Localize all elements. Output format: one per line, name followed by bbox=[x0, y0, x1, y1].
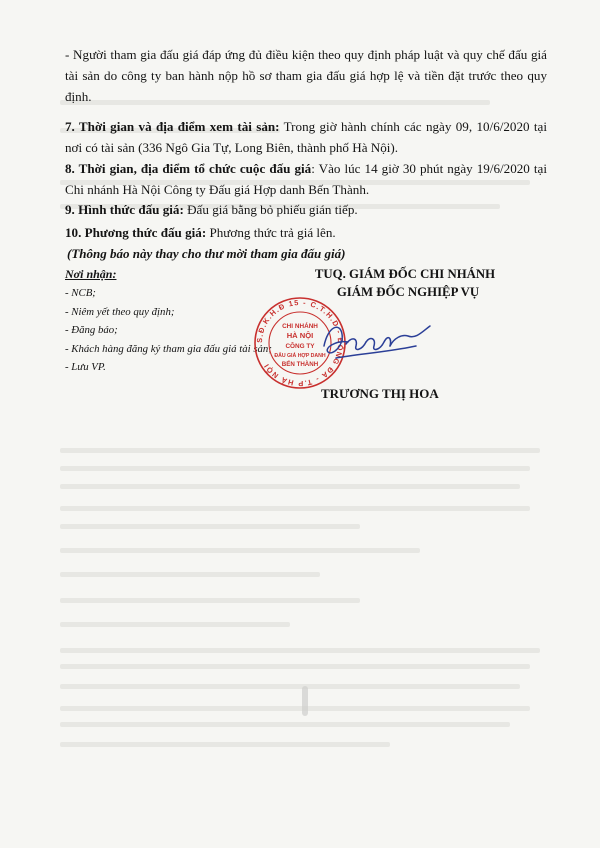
bleed-through-line bbox=[60, 722, 510, 727]
bleed-through-line bbox=[60, 524, 360, 529]
item-8-text: : Vào lúc 14 giờ 30 phút ngày 19/6/2020 tại Chi nhánh Hà Nội Công ty Đấu giá Hợp danh Bến Thành. bbox=[65, 161, 547, 197]
recipient-item: - Lưu VP. bbox=[65, 361, 106, 373]
bleed-through-line bbox=[60, 572, 320, 577]
item-10-text: Phương thức trả giá lên. bbox=[206, 225, 336, 240]
item-10-paragraph bbox=[65, 222, 547, 243]
bleed-through-line bbox=[60, 742, 390, 747]
bleed-through-line bbox=[60, 448, 540, 453]
seal-line: HÀ NỘI bbox=[286, 331, 314, 340]
bleed-through-line bbox=[60, 622, 290, 627]
bleed-through-line bbox=[60, 684, 520, 689]
seal-line: BẾN THÀNH bbox=[281, 361, 319, 368]
recipient-item: - Khách hàng đăng ký tham gia đấu giá tài sản; bbox=[65, 342, 272, 355]
seal-line: CÔNG TY bbox=[285, 343, 315, 350]
bleed-through-line bbox=[60, 706, 530, 711]
item-8-heading: 8. Thời gian, địa điểm tổ chức cuộc đấu giá bbox=[65, 161, 312, 176]
invitation-note: (Thông báo này thay cho thư mời tham gia đấu giá) bbox=[67, 246, 346, 261]
bleed-through-line bbox=[60, 664, 530, 669]
item-7-heading: 7. Thời gian và địa điểm xem tài sản: bbox=[65, 119, 280, 134]
item-7-text: Trong giờ hành chính các ngày 09, 10/6/2020 tại nơi có tài sản (336 Ngô Gia Tự, Long Biên, thành phố Hà Nội). bbox=[65, 119, 547, 155]
bleed-through-line bbox=[60, 466, 530, 471]
item-7-paragraph bbox=[65, 116, 547, 158]
recipient-item: - Đăng báo; bbox=[65, 324, 118, 336]
bleed-through-line bbox=[60, 548, 420, 553]
seal-line: CHI NHÁNH bbox=[282, 323, 318, 330]
bleed-through-line bbox=[60, 598, 360, 603]
signer-name: TRƯƠNG THỊ HOA bbox=[321, 386, 439, 401]
item-9-paragraph bbox=[65, 199, 547, 220]
bleed-through-line bbox=[60, 648, 540, 653]
handwritten-signature bbox=[318, 312, 438, 374]
recipient-item: - NCB; bbox=[65, 287, 96, 299]
seal-line: ĐẤU GIÁ HỢP DANH bbox=[274, 353, 326, 359]
signer-position-line: GIÁM ĐỐC NGHIỆP VỤ bbox=[336, 285, 480, 299]
participant-condition-paragraph: - Người tham gia đấu giá đáp ứng đủ điều kiện theo quy định pháp luật và quy chế đấu giá tài sản do công ty ban hành nộp hồ sơ tham gia đấu giá hợp lệ và tiền đặt trước theo quy định. bbox=[65, 47, 547, 104]
seal-ring-text: S.Đ.K.H.Đ 15 - C.T.H.D - ĐỐNG ĐA - T.P HÀ NỘI bbox=[254, 297, 346, 389]
recipients-title: Nơi nhận: bbox=[65, 267, 117, 281]
item-9-heading: 9. Hình thức đấu giá: bbox=[65, 202, 184, 217]
item-8-paragraph bbox=[65, 158, 547, 200]
item-10-heading: 10. Phương thức đấu giá: bbox=[65, 225, 207, 240]
signer-authority-line: TUQ. GIÁM ĐỐC CHI NHÁNH bbox=[314, 267, 496, 281]
recipient-item: - Niêm yết theo quy định; bbox=[65, 305, 175, 318]
bleed-through-line bbox=[60, 484, 520, 489]
scan-smudge bbox=[302, 686, 308, 716]
bleed-through-line bbox=[60, 506, 530, 511]
item-9-text: Đấu giá bằng bỏ phiếu gián tiếp. bbox=[183, 202, 358, 217]
